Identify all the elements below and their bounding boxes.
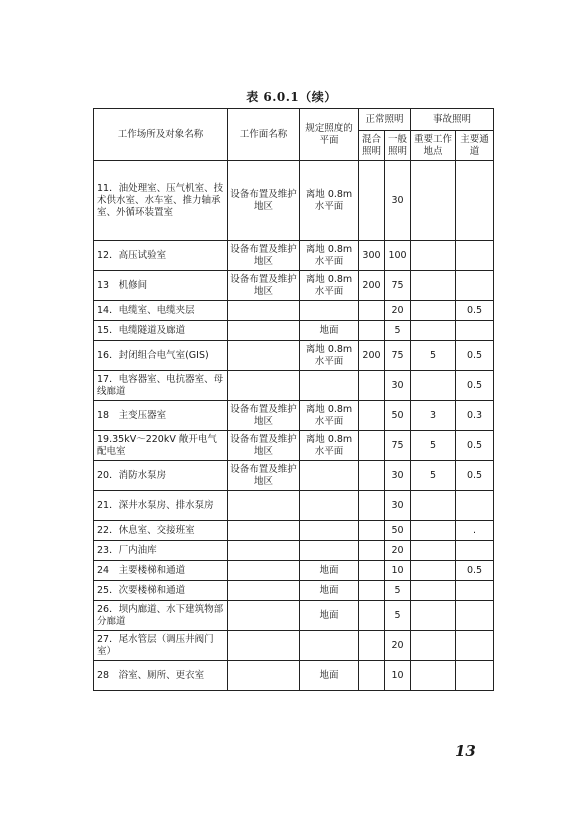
cell-passage: 0.5 (456, 371, 494, 401)
table-row (94, 521, 494, 541)
table-caption: 表 6.0.1（续） (246, 90, 337, 104)
cell-mixed (359, 581, 385, 601)
cell-general: 75 (385, 431, 411, 461)
cell-key: 3 (411, 401, 456, 431)
cell-general: 20 (385, 301, 411, 321)
cell-key: 5 (411, 431, 456, 461)
table-row (94, 541, 494, 561)
cell-mixed (359, 491, 385, 521)
cell-general: 30 (385, 161, 411, 241)
cell-mixed (359, 561, 385, 581)
table-row (94, 631, 494, 661)
cell-name: 14．电缆室、电缆夹层 (94, 301, 228, 321)
cell-passage: 0.5 (456, 461, 494, 491)
cell-passage: 0.5 (456, 561, 494, 581)
cell-surface (228, 371, 300, 401)
cell-surface (228, 631, 300, 661)
cell-general: 20 (385, 631, 411, 661)
cell-surface (228, 661, 300, 691)
cell-general: 5 (385, 581, 411, 601)
cell-plane (300, 371, 359, 401)
table-row (94, 431, 494, 461)
cell-passage (456, 271, 494, 301)
cell-surface: 设备布置及维护地区 (228, 401, 300, 431)
table-row (94, 301, 494, 321)
cell-key: 5 (411, 341, 456, 371)
cell-passage (456, 541, 494, 561)
cell-name: 12．高压试验室 (94, 241, 228, 271)
cell-plane: 地面 (300, 581, 359, 601)
cell-surface: 设备布置及维护地区 (228, 431, 300, 461)
cell-mixed: 300 (359, 241, 385, 271)
cell-name: 17．电容器室、电抗器室、母线廊道 (94, 371, 228, 401)
header-surface-name: 工作面名称 (228, 109, 300, 161)
cell-surface (228, 541, 300, 561)
header-emergency-lighting: 事故照明 (411, 109, 494, 131)
cell-mixed (359, 321, 385, 341)
table-row (94, 401, 494, 431)
cell-general: 5 (385, 601, 411, 631)
cell-name: 22．休息室、交接班室 (94, 521, 228, 541)
table-row (94, 561, 494, 581)
header-main-passage: 主要通道 (456, 131, 494, 161)
cell-name: 20．消防水泵房 (94, 461, 228, 491)
cell-general: 30 (385, 371, 411, 401)
cell-name: 16．封闭组合电气室(GIS) (94, 341, 228, 371)
cell-plane (300, 301, 359, 321)
page-number: 13 (455, 742, 476, 760)
cell-name: 13 机修间 (94, 271, 228, 301)
cell-general: 30 (385, 491, 411, 521)
cell-name: 25．次要楼梯和通道 (94, 581, 228, 601)
table-row (94, 271, 494, 301)
cell-plane: 离地 0.8m水平面 (300, 271, 359, 301)
cell-plane (300, 491, 359, 521)
cell-general: 75 (385, 271, 411, 301)
cell-key (411, 541, 456, 561)
cell-mixed (359, 301, 385, 321)
cell-surface (228, 521, 300, 541)
cell-plane: 地面 (300, 321, 359, 341)
cell-surface: 设备布置及维护地区 (228, 271, 300, 301)
cell-key: 5 (411, 461, 456, 491)
cell-passage: 0.3 (456, 401, 494, 431)
cell-mixed (359, 521, 385, 541)
cell-general: 10 (385, 561, 411, 581)
cell-passage (456, 161, 494, 241)
table-row (94, 601, 494, 631)
cell-passage (456, 581, 494, 601)
cell-plane (300, 461, 359, 491)
table-row (94, 581, 494, 601)
cell-key (411, 161, 456, 241)
header-mixed: 混合照明 (359, 131, 385, 161)
cell-key (411, 661, 456, 691)
cell-plane: 离地 0.8m水平面 (300, 341, 359, 371)
cell-name: 24 主要楼梯和通道 (94, 561, 228, 581)
table-row (94, 161, 494, 241)
cell-plane (300, 521, 359, 541)
cell-mixed (359, 161, 385, 241)
cell-key (411, 321, 456, 341)
cell-mixed: 200 (359, 341, 385, 371)
cell-name: 26．坝内廊道、水下建筑物部分廊道 (94, 601, 228, 631)
cell-mixed (359, 461, 385, 491)
cell-passage: 0.5 (456, 431, 494, 461)
cell-key (411, 241, 456, 271)
cell-key (411, 561, 456, 581)
cell-surface (228, 341, 300, 371)
cell-mixed (359, 371, 385, 401)
cell-surface: 设备布置及维护地区 (228, 161, 300, 241)
cell-passage: 0.5 (456, 301, 494, 321)
cell-mixed: 200 (359, 271, 385, 301)
header-workplace: 工作场所及对象名称 (94, 109, 228, 161)
cell-surface (228, 581, 300, 601)
table-row (94, 371, 494, 401)
cell-key (411, 601, 456, 631)
table-row (94, 341, 494, 371)
cell-key (411, 521, 456, 541)
cell-mixed (359, 431, 385, 461)
cell-passage (456, 321, 494, 341)
cell-general: 100 (385, 241, 411, 271)
cell-plane (300, 541, 359, 561)
cell-name: 21．深井水泵房、排水泵房 (94, 491, 228, 521)
cell-plane: 离地 0.8m水平面 (300, 431, 359, 461)
cell-plane: 地面 (300, 601, 359, 631)
cell-name: 23．厂内油库 (94, 541, 228, 561)
cell-passage (456, 631, 494, 661)
cell-plane (300, 631, 359, 661)
cell-mixed (359, 601, 385, 631)
cell-general: 5 (385, 321, 411, 341)
cell-key (411, 631, 456, 661)
cell-surface: 设备布置及维护地区 (228, 461, 300, 491)
cell-general: 20 (385, 541, 411, 561)
table-row (94, 321, 494, 341)
cell-passage: . (456, 521, 494, 541)
cell-general: 30 (385, 461, 411, 491)
cell-passage (456, 241, 494, 271)
table-row (94, 461, 494, 491)
cell-name: 18 主变压器室 (94, 401, 228, 431)
cell-passage (456, 601, 494, 631)
cell-passage: 0.5 (456, 341, 494, 371)
header-reference-plane: 规定照度的平面 (300, 109, 359, 161)
cell-passage (456, 661, 494, 691)
cell-plane: 离地 0.8m水平面 (300, 161, 359, 241)
cell-key (411, 581, 456, 601)
illuminance-table (93, 108, 494, 691)
table-row (94, 241, 494, 271)
cell-plane: 地面 (300, 561, 359, 581)
cell-general: 50 (385, 401, 411, 431)
cell-name: 11．油处理室、压气机室、技术供水室、水车室、推力轴承室、外循环装置室 (94, 161, 228, 241)
cell-key (411, 371, 456, 401)
cell-plane: 离地 0.8m水平面 (300, 401, 359, 431)
table-row (94, 661, 494, 691)
header-normal-lighting: 正常照明 (359, 109, 411, 131)
cell-name: 27．尾水管层（调压井阀门室） (94, 631, 228, 661)
header-key-work: 重要工作地点 (411, 131, 456, 161)
cell-name: 15．电缆隧道及廊道 (94, 321, 228, 341)
table-row (94, 491, 494, 521)
cell-plane: 地面 (300, 661, 359, 691)
cell-name: 28 浴室、厕所、更衣室 (94, 661, 228, 691)
cell-key (411, 271, 456, 301)
cell-surface (228, 301, 300, 321)
cell-general: 10 (385, 661, 411, 691)
cell-general: 50 (385, 521, 411, 541)
cell-surface (228, 561, 300, 581)
cell-surface (228, 321, 300, 341)
cell-mixed (359, 541, 385, 561)
cell-name: 19.35kV～220kV 敞开电气配电室 (94, 431, 228, 461)
cell-key (411, 301, 456, 321)
cell-passage (456, 491, 494, 521)
cell-surface: 设备布置及维护地区 (228, 241, 300, 271)
cell-surface (228, 491, 300, 521)
cell-general: 75 (385, 341, 411, 371)
header-general: 一般照明 (385, 131, 411, 161)
cell-key (411, 491, 456, 521)
table-body (94, 161, 494, 691)
cell-surface (228, 601, 300, 631)
cell-mixed (359, 401, 385, 431)
cell-mixed (359, 661, 385, 691)
cell-mixed (359, 631, 385, 661)
cell-plane: 离地 0.8m水平面 (300, 241, 359, 271)
